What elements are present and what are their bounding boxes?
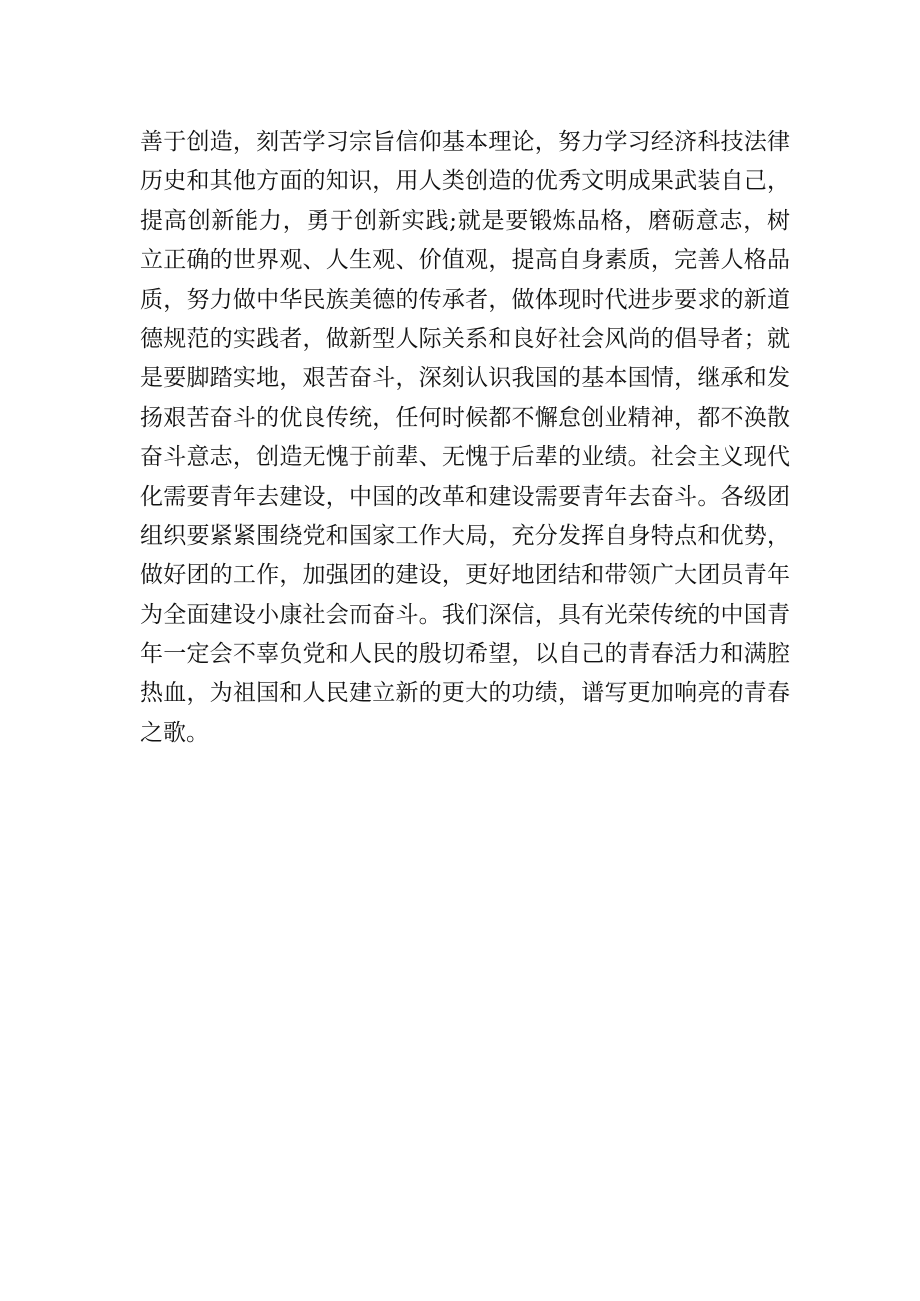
body-paragraph — [140, 123, 790, 753]
text-line: 质，努力做中华民族美德的传承者，做体现时代进步要求的新道 — [140, 286, 790, 313]
text-line: 德规范的实践者，做新型人际关系和良好社会风尚的倡导者；就 — [140, 325, 790, 352]
text-line: 组织要紧紧围绕党和国家工作大局，充分发挥自身特点和优势， — [140, 522, 790, 549]
text-line: 立正确的世界观、人生观、价值观，提高自身素质，完善人格品 — [140, 247, 790, 274]
text-line: 是要脚踏实地，艰苦奋斗，深刻认识我国的基本国情，继承和发 — [140, 365, 790, 392]
text-line: 提高创新能力，勇于创新实践;就是要锻炼品格，磨砺意志，树 — [140, 207, 790, 234]
text-line: 热血，为祖国和人民建立新的更大的功绩，谱写更加响亮的青春 — [140, 680, 790, 707]
text-line: 扬艰苦奋斗的优良传统，任何时候都不懈怠创业精神，都不涣散 — [140, 404, 790, 431]
text-line: 奋斗意志，创造无愧于前辈、无愧于后辈的业绩。社会主义现代 — [140, 444, 790, 471]
text-line: 年一定会不辜负党和人民的殷切希望，以自己的青春活力和满腔 — [140, 641, 790, 668]
text-line: 做好团的工作，加强团的建设，更好地团结和带领广大团员青年 — [140, 562, 790, 589]
text-line: 化需要青年去建设，中国的改革和建设需要青年去奋斗。各级团 — [140, 483, 790, 510]
text-line: 为全面建设小康社会而奋斗。我们深信，具有光荣传统的中国青 — [140, 601, 790, 628]
text-line: 之歌。 — [140, 719, 209, 746]
text-line: 历史和其他方面的知识，用人类创造的优秀文明成果武装自己， — [140, 168, 790, 195]
text-line: 善于创造，刻苦学习宗旨信仰基本理论，努力学习经济科技法律 — [140, 129, 790, 155]
